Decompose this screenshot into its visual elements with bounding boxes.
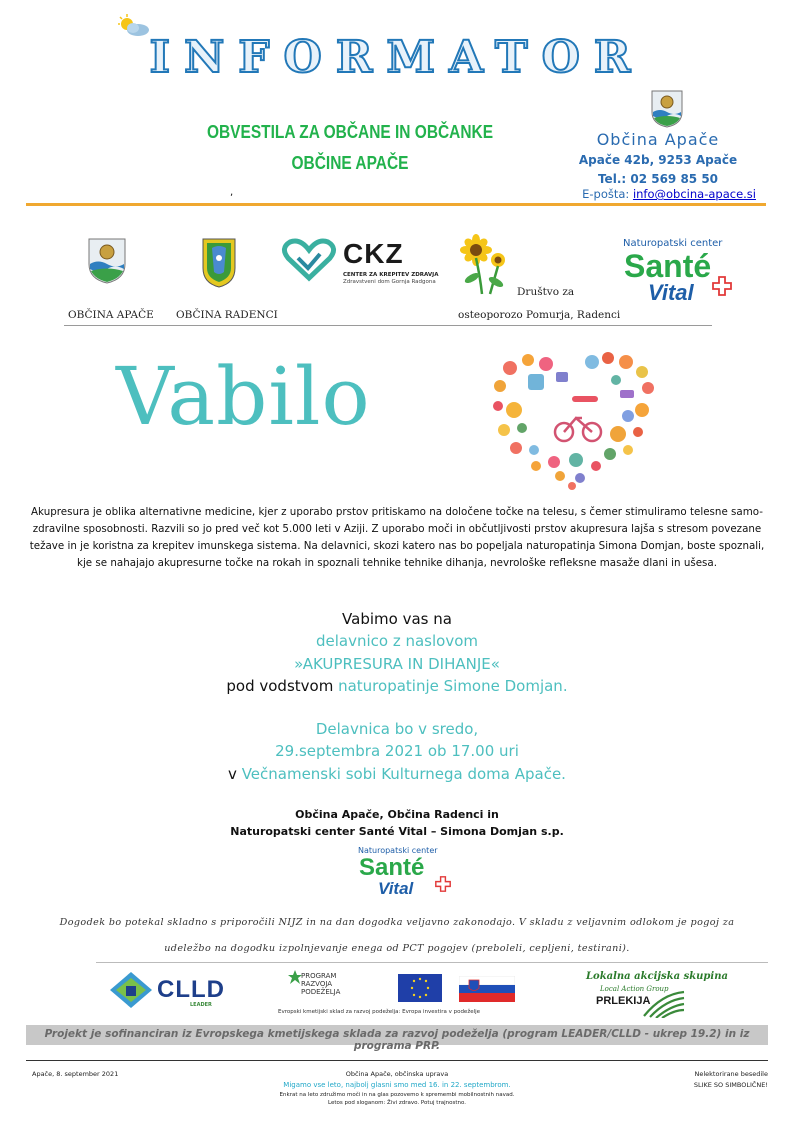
clld-logo-text: CLLD bbox=[157, 976, 225, 1003]
las-line3: PRLEKIJA bbox=[596, 995, 651, 1007]
footer-note1: Enkrat na leto združimo moči in na glas pozovemo k spremembi mobilnostnih navad. bbox=[279, 1092, 515, 1098]
plus-icon bbox=[712, 276, 732, 296]
eu-caption: Evropski kmetijski sklad za razvoj podeželja: Evropa investira v podeželje bbox=[278, 1009, 481, 1015]
footer-divider bbox=[26, 1060, 768, 1061]
contact-email-line bbox=[540, 187, 756, 201]
invitation-line2: delavnico z naslovom bbox=[315, 632, 479, 650]
contact-email-label: E-pošta: bbox=[582, 187, 630, 201]
sante-vital-logo-vital: Vital bbox=[648, 280, 694, 305]
organizers-line1: Občina Apače, Občina Radenci in bbox=[295, 808, 499, 821]
contact-name: Občina Apače bbox=[596, 130, 720, 149]
event-datetime: 29.septembra 2021 ob 17.00 uri bbox=[275, 742, 519, 760]
ckz-subtitle2: Zdravstveni dom Gornja Radgona bbox=[343, 279, 436, 285]
footer-office: Občina Apače, občinska uprava bbox=[345, 1070, 449, 1078]
contact-phone: Tel.: 02 569 85 50 bbox=[597, 172, 719, 186]
funding-divider bbox=[96, 962, 768, 963]
invitation-line1: Vabimo vas na bbox=[342, 610, 452, 628]
sante-vital-logo2-label: Naturopatski center bbox=[358, 846, 438, 855]
apace-crest-icon bbox=[88, 238, 126, 284]
radenci-caption: OBČINA RADENCI bbox=[176, 309, 278, 321]
event-location-line bbox=[0, 765, 794, 783]
eu-flag-icon bbox=[398, 974, 442, 1002]
radenci-crest-icon bbox=[202, 238, 236, 288]
masthead-subtitle-line2: OBČINE APAČE bbox=[291, 153, 409, 173]
covid-notice: Dogodek bo potekal skladno s priporočili NIJZ in na dan dogodka veljavno zakonodajo. V skladu z veljavnim odlokom je pogoj za udeležbo na dogodku izpolnjevanje enega od PCT pogojev (preboleli, cepljeni, testirani). bbox=[59, 917, 735, 954]
sante-vital-logo2-sante: Santé bbox=[359, 854, 425, 881]
invitation-line4-prefix: pod vodstvom bbox=[226, 677, 339, 695]
masthead-title: INFORMATOR bbox=[149, 32, 645, 83]
sunflower-icon bbox=[460, 234, 516, 296]
footer-unedited: Nelektorirane besedile bbox=[694, 1070, 768, 1078]
healthy-lifestyle-heart-icon bbox=[488, 350, 662, 490]
apace-crest-small-icon bbox=[651, 90, 683, 128]
sante-vital-logo-sante: Santé bbox=[624, 248, 712, 284]
masthead-subtitle-line1: OBVESTILA ZA OBČANE IN OBČANKE bbox=[206, 122, 494, 142]
workshop-title: »AKUPRESURA IN DIHANJE« bbox=[294, 655, 500, 673]
logos-divider bbox=[64, 325, 712, 326]
footer-slogan: Migamo vse leto, najbolj glasni smo med 16. in 22. septembrom. bbox=[283, 1081, 511, 1089]
event-location-prefix: v bbox=[228, 765, 242, 783]
footer-note2: Letos pod sloganom: Živi zdravo. Potuj trajnostno. bbox=[328, 1100, 466, 1106]
header-divider bbox=[26, 203, 766, 206]
las-line2: Local Action Group bbox=[600, 985, 669, 993]
ckz-heart-icon bbox=[280, 238, 338, 282]
cofinancing-text: Projekt je sofinanciran iz Evropskega kmetijskega sklada za razvoj podeželja (program LEADER/CLLD - ukrep 19.2) in iz programa PRP. bbox=[44, 1028, 750, 1052]
contact-street: Apače 42b, 9253 Apače bbox=[578, 153, 738, 167]
event-day: Delavnica bo v sredo, bbox=[315, 720, 479, 738]
intro-paragraph: Akupresura je oblika alternativne medicine, kjer z uporabo prstov pritiskamo na določene točke na telesu, s čemer stimuliramo telesne samo-zdravilne sposobnosti. Razvili so jo pred več kot 5.000 leti v Aziji. Z uporabo moči in občutljivosti prstov akupresura lajša s stresom povezane težave in je koristna za krepitev imunskega sistema. Na delavnici, skozi katero nas bo popeljala naturopatinja Simona Domjan, boste spoznali, kje se nahajajo akupresurne točke na rokah in spoznali tehnike tehnike dihanja, nevrološke refleksne masaže dlani in ušesa. bbox=[29, 506, 765, 569]
drustvo-caption-line2: osteoporozo Pomurja, Radenci bbox=[458, 309, 621, 321]
sante-vital-logo-label: Naturopatski center bbox=[623, 238, 723, 249]
instructor-name: naturopatinje Simone Domjan. bbox=[338, 677, 568, 695]
clld-emblem-icon bbox=[108, 970, 154, 1010]
ckz-name: CKZ bbox=[343, 238, 404, 269]
apace-caption: OBČINA APAČE bbox=[68, 309, 154, 321]
invitation-line4 bbox=[0, 677, 794, 695]
drustvo-caption-line1: Društvo za bbox=[517, 286, 575, 298]
slovenia-flag-icon bbox=[459, 976, 515, 1002]
las-line1: Lokalna akcijska skupina bbox=[586, 971, 728, 982]
las-field-icon bbox=[642, 990, 686, 1018]
organizers-line2: Naturopatski center Santé Vital – Simona Domjan s.p. bbox=[230, 825, 564, 838]
prp-logo-text: PROGRAM RAZVOJA PODEŽELJA bbox=[301, 972, 341, 996]
prp-star-icon bbox=[288, 970, 302, 984]
ckz-subtitle: CENTER ZA KREPITEV ZDRAVJA bbox=[343, 272, 439, 278]
footer-symbolic: SLIKE SO SIMBOLIČNE! bbox=[693, 1081, 768, 1089]
contact-email-link[interactable]: info@obcina-apace.si bbox=[632, 187, 756, 201]
event-location: Večnamenski sobi Kulturnega doma Apače. bbox=[241, 765, 566, 783]
plus-icon bbox=[435, 876, 451, 892]
sante-vital-logo2-vital: Vital bbox=[378, 879, 414, 898]
invitation-heading: Vabilo bbox=[116, 350, 371, 443]
masthead-dot: , bbox=[230, 187, 234, 198]
footer-date: Apače, 8. september 2021 bbox=[32, 1070, 119, 1078]
clld-leader-text: LEADER bbox=[190, 1002, 212, 1008]
